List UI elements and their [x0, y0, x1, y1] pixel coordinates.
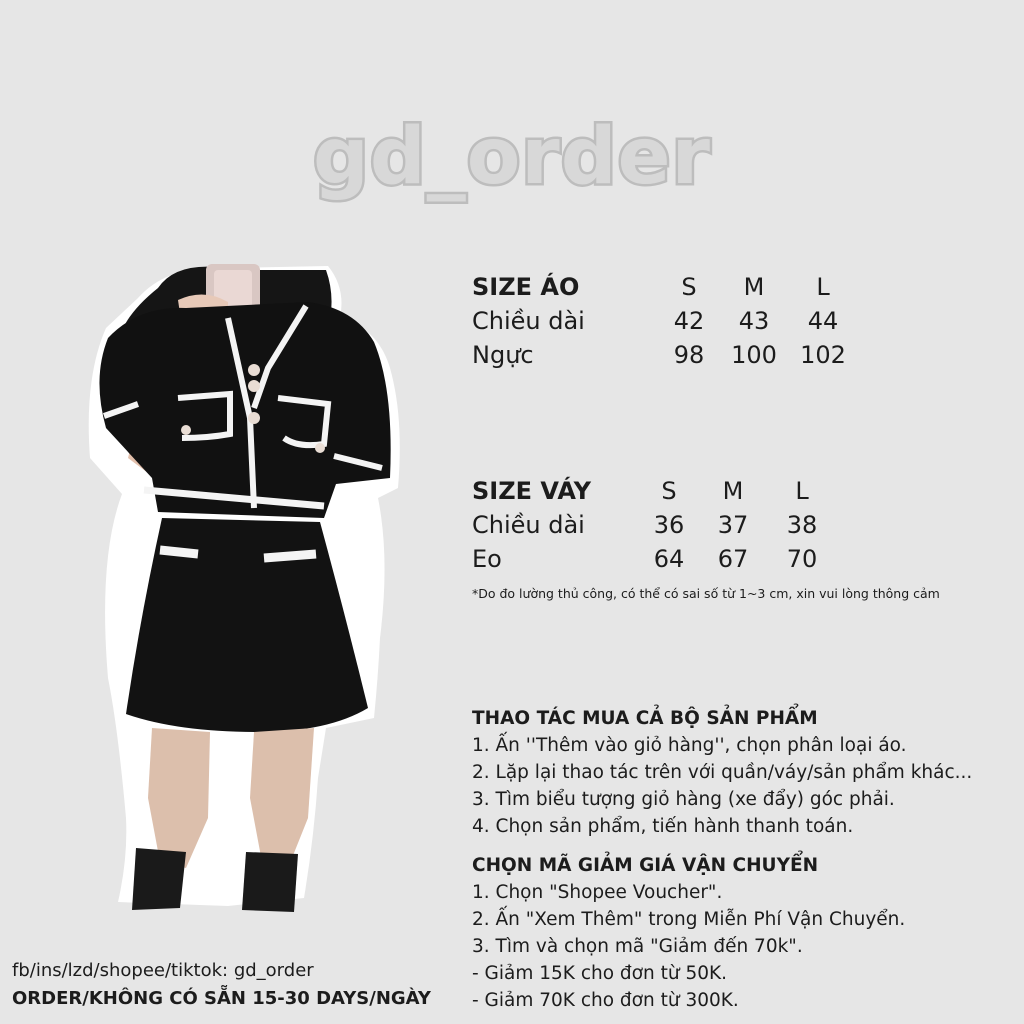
cell-value: 98: [673, 341, 705, 369]
guide-step: 1. Ấn ''Thêm vào giỏ hàng'', chọn phân loại áo.: [472, 735, 907, 756]
row-label: Chiều dài: [472, 307, 585, 335]
brand-watermark: gd_order: [313, 112, 711, 202]
size-label-s: S: [681, 273, 697, 301]
guide-step: 3. Tìm biểu tượng giỏ hàng (xe đẩy) góc phải.: [472, 789, 895, 810]
cell-value: 100: [731, 341, 777, 369]
row-label: Chiều dài: [472, 511, 585, 539]
row-label: Eo: [472, 545, 502, 573]
cell-value: 44: [807, 307, 839, 335]
size-table-title: SIZE ÁO: [472, 273, 580, 301]
guide-title: THAO TÁC MUA CẢ BỘ SẢN PHẨM: [472, 708, 818, 729]
size-label-s: S: [661, 477, 677, 505]
size-label-m: M: [722, 477, 744, 505]
cell-value: 102: [800, 341, 846, 369]
guide-step: - Giảm 70K cho đơn từ 300K.: [472, 990, 739, 1011]
order-notice: ORDER/KHÔNG CÓ SẴN 15-30 DAYS/NGÀY: [12, 988, 431, 1009]
size-table-title: SIZE VÁY: [472, 477, 591, 505]
guide-step: - Giảm 15K cho đơn từ 50K.: [472, 963, 727, 984]
guide-step: 2. Lặp lại thao tác trên với quần/váy/sản phẩm khác...: [472, 762, 973, 783]
cell-value: 36: [653, 511, 685, 539]
guide-title: CHỌN MÃ GIẢM GIÁ VẬN CHUYỂN: [472, 855, 819, 876]
cell-value: 70: [786, 545, 818, 573]
guide-step: 2. Ấn "Xem Thêm" trong Miễn Phí Vận Chuyển.: [472, 909, 906, 930]
social-handles: fb/ins/lzd/shopee/tiktok: gd_order: [12, 960, 314, 981]
cell-value: 37: [717, 511, 749, 539]
measurement-note: *Do đo lường thủ công, có thể có sai số từ 1~3 cm, xin vui lòng thông cảm: [472, 586, 940, 601]
size-label-m: M: [743, 273, 765, 301]
size-label-l: L: [816, 273, 830, 301]
cell-value: 43: [738, 307, 770, 335]
cell-value: 64: [653, 545, 685, 573]
guide-step: 1. Chọn "Shopee Voucher".: [472, 882, 723, 903]
purchase-guide: [472, 705, 972, 840]
product-photo: [78, 258, 408, 918]
voucher-guide: [472, 852, 905, 1014]
row-label: Ngực: [472, 341, 534, 369]
guide-step: 3. Tìm và chọn mã "Giảm đến 70k".: [472, 936, 803, 957]
cell-value: 38: [786, 511, 818, 539]
cell-value: 67: [717, 545, 749, 573]
cell-value: 42: [673, 307, 705, 335]
size-label-l: L: [795, 477, 809, 505]
guide-step: 4. Chọn sản phẩm, tiến hành thanh toán.: [472, 816, 854, 837]
